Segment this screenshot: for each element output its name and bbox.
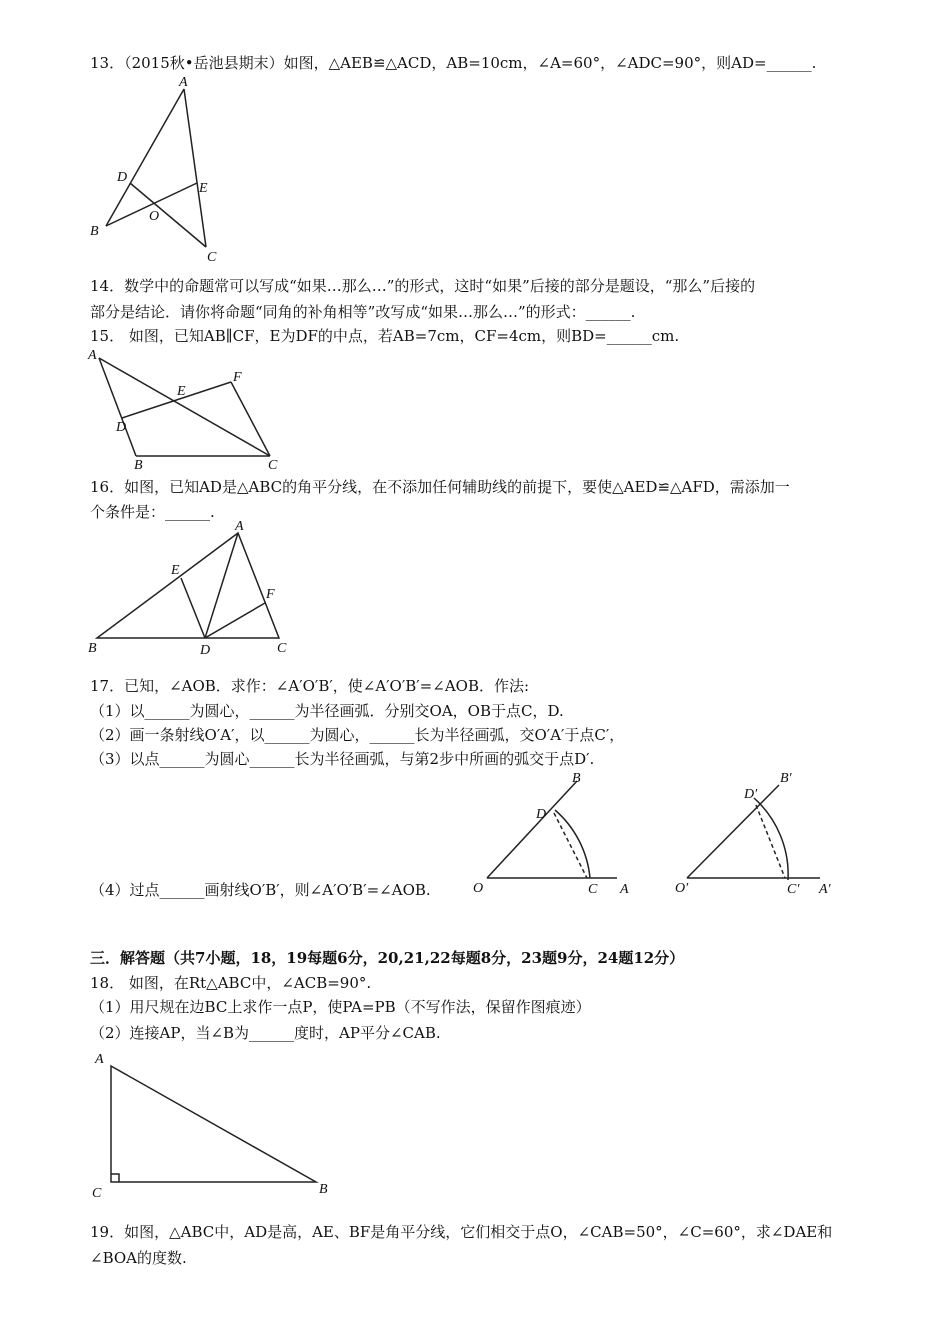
q16-label-f: F <box>266 587 275 602</box>
q18-part2: （2）连接AP，当∠B为______度时，AP平分∠CAB. <box>90 1024 441 1042</box>
q17-label-o: O <box>473 881 484 896</box>
q17-step2: （2）画一条射线O′A′，以______为圆心，______长为半径画弧，交O′A′于点C′， <box>90 726 625 744</box>
q16-figure <box>85 518 300 658</box>
q18-label-c: C <box>92 1186 102 1201</box>
q13-label-c: C <box>207 250 217 265</box>
q15-label-a: A <box>88 348 97 363</box>
q17-ray-ob <box>487 781 577 878</box>
q16-segment-ed <box>181 578 205 638</box>
q13-label-o: O <box>149 209 160 224</box>
q16-line2: 个条件是：______. <box>90 503 215 521</box>
q13-label-b: B <box>90 224 99 239</box>
q15-label-b: B <box>134 458 143 473</box>
q15-label-c: C <box>268 458 278 473</box>
q16-label-d: D <box>200 643 211 658</box>
q17-label-b-prime: B′ <box>780 771 792 786</box>
q17-figure-constructed-angle <box>672 770 847 900</box>
q17-arc-c2d2 <box>754 798 788 880</box>
section-3-title: 三．解答题（共7小题，18，19每题6分，20,21,22每题8分，23题9分，24题12分） <box>90 949 685 967</box>
q16-triangle-abc <box>97 533 279 638</box>
q17-intro: 17．已知，∠AOB．求作：∠A′O′B′，使∠A′O′B′=∠AOB．作法: <box>90 677 530 695</box>
q17-label-a-prime: A′ <box>819 882 831 897</box>
q17-label-d-prime: D′ <box>744 787 758 802</box>
q13-label-a: A <box>179 75 188 90</box>
q15-label-f: F <box>233 370 242 385</box>
q17-label-o-prime: O′ <box>675 881 689 896</box>
q17-label-b: B <box>572 771 581 786</box>
q16-label-e: E <box>171 563 180 578</box>
q18-label-b: B <box>319 1182 328 1197</box>
q17-label-a: A <box>620 882 629 897</box>
q13-figure <box>85 75 235 270</box>
q16-line1: 16．如图，已知AD是△ABC的角平分线，在不添加任何辅助线的前提下，要使△AED≌△AFD，需添加一 <box>90 478 790 496</box>
q17-ray-o2b2 <box>687 785 779 878</box>
q13-label-e: E <box>199 181 208 196</box>
q17-figure-original-angle <box>470 770 645 900</box>
q17-label-d: D <box>536 807 547 822</box>
q16-label-b: B <box>88 641 97 656</box>
q14-line2: 部分是结论．请你将命题“同角的补角相等”改写成“如果…那么…”的形式：______. <box>90 303 636 321</box>
q15-segment-ab <box>99 358 136 456</box>
q17-label-c: C <box>588 882 598 897</box>
q16-label-c: C <box>277 641 287 656</box>
q13-text: 13．（2015秋•岳池县期末）如图，△AEB≌△ACD，AB=10cm，∠A=60°，∠ADC=90°，则AD=______. <box>90 54 817 72</box>
q19-line2: ∠BOA的度数. <box>90 1249 187 1267</box>
q15-label-d: D <box>116 420 127 435</box>
q16-label-a: A <box>235 519 244 534</box>
q18-right-angle-mark <box>111 1174 119 1182</box>
q13-label-d: D <box>117 170 128 185</box>
q17-step4: （4）过点______画射线O′B′，则∠A′O′B′=∠AOB. <box>90 881 431 899</box>
q17-label-c-prime: C′ <box>787 882 800 897</box>
q13-segment-dc <box>130 183 206 247</box>
q18-figure <box>85 1045 340 1205</box>
q17-arc-cd <box>555 810 590 878</box>
q19-line1: 19．如图，△ABC中，AD是高，AE、BF是角平分线，它们相交于点O，∠CAB=50°，∠C=60°，求∠DAE和 <box>90 1223 833 1241</box>
q15-figure <box>85 345 290 475</box>
q18-part1: （1）用尺规在边BC上求作一点P，使PA=PB（不写作法，保留作图痕迹） <box>90 998 591 1016</box>
q15-text: 15． 如图，已知AB∥CF，E为DF的中点，若AB=7cm，CF=4cm，则BD=______cm. <box>90 327 680 345</box>
q15-label-e: E <box>177 384 186 399</box>
q13-segment-ab <box>106 89 184 226</box>
q18-label-a: A <box>95 1052 104 1067</box>
q17-step3: （3）以点______为圆心______长为半径画弧，与第2步中所画的弧交于点D′. <box>90 750 595 768</box>
q18-text: 18． 如图，在Rt△ABC中，∠ACB=90°. <box>90 974 372 992</box>
q14-line1: 14．数学中的命题常可以写成“如果…那么…”的形式，这时“如果”后接的部分是题设，“那么”后接的 <box>90 277 756 295</box>
q17-step1: （1）以______为圆心，______为半径画弧．分别交OA，OB于点C，D. <box>90 702 564 720</box>
q13-segment-ac <box>184 89 206 247</box>
q18-triangle-abc <box>111 1066 316 1182</box>
